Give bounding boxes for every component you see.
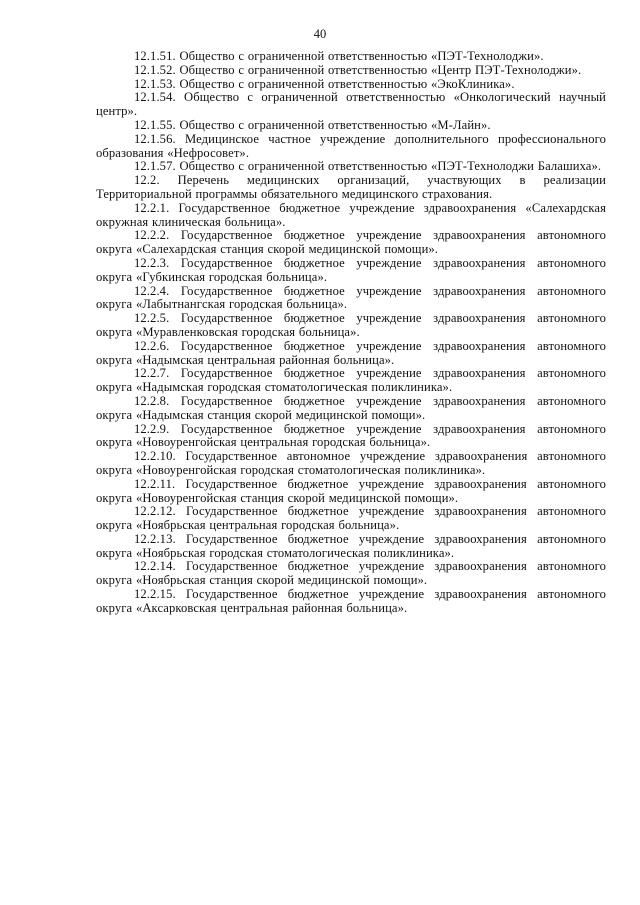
paragraph-12-2-7: 12.2.7. Государственное бюджетное учреждение здравоохранения автономного округа «Надымская городская стоматологическая поликлиника». xyxy=(96,366,606,395)
paragraph-12-1-53: 12.1.53. Общество с ограниченной ответственностью «ЭкоКлиника». xyxy=(134,76,515,91)
page-number: 40 xyxy=(313,27,327,41)
paragraph-12-1-52: 12.1.52. Общество с ограниченной ответственностью «Центр ПЭТ-Технолоджи». xyxy=(134,62,582,77)
paragraph-12-2-10: 12.2.10. Государственное автономное учреждение здравоохранения автономного округа «Новоуренгойская городская стоматологическая поликлиника». xyxy=(96,449,606,477)
paragraph-12-2-2: 12.2.2. Государственное бюджетное учреждение здравоохранения автономного округа «Салехардская станция скорой медицинской помощи». xyxy=(96,228,606,257)
paragraph-12-2: 12.2. Перечень медицинских организаций, участвующих в реализации Территориальной программы обязательного медицинского страхования. xyxy=(96,173,606,201)
paragraph-12-2-14: 12.2.14. Государственное бюджетное учреждение здравоохранения автономного округа «Ноябрьская станция скорой медицинской помощи». xyxy=(96,559,606,588)
paragraph-12-2-11: 12.2.11. Государственное бюджетное учреждение здравоохранения автономного округа «Новоуренгойская станция скорой медицинской помощи». xyxy=(96,476,606,505)
paragraph-12-2-3: 12.2.3. Государственное бюджетное учреждение здравоохранения автономного округа «Губкинская городская больница». xyxy=(96,255,606,284)
paragraph-12-1-51: 12.1.51. Общество с ограниченной ответственностью «ПЭТ-Технолоджи». xyxy=(134,49,544,63)
paragraph-12-2-8: 12.2.8. Государственное бюджетное учреждение здравоохранения автономного округа «Надымская станция скорой медицинской помощи». xyxy=(96,393,606,422)
paragraph-12-2-15: 12.2.15. Государственное бюджетное учреждение здравоохранения автономного округа «Аксарковская центральная районная больница». xyxy=(96,587,606,615)
paragraph-12-2-1: 12.2.1. Государственное бюджетное учреждение здравоохранения «Салехардская окружная клиническая больница». xyxy=(96,200,606,229)
paragraph-12-1-55: 12.1.55. Общество с ограниченной ответственностью «М-Лайн». xyxy=(134,117,491,132)
document-body xyxy=(96,50,606,616)
paragraph-12-2-4: 12.2.4. Государственное бюджетное учреждение здравоохранения автономного округа «Лабытнангская городская больница». xyxy=(96,283,606,312)
paragraph-12-2-12: 12.2.12. Государственное бюджетное учреждение здравоохранения автономного округа «Ноябрьская центральная городская больница». xyxy=(96,504,606,533)
paragraph-12-2-5: 12.2.5. Государственное бюджетное учреждение здравоохранения автономного округа «Муравленковская городская больница». xyxy=(96,311,606,339)
paragraph-12-1-56: 12.1.56. Медицинское частное учреждение дополнительного профессионального образования «Нефросовет». xyxy=(96,131,606,160)
paragraph-12-2-9: 12.2.9. Государственное бюджетное учреждение здравоохранения автономного округа «Новоуренгойская центральная городская больница». xyxy=(96,421,606,450)
paragraph-12-2-6: 12.2.6. Государственное бюджетное учреждение здравоохранения автономного округа «Надымская центральная районная больница». xyxy=(96,338,606,367)
paragraph-12-1-57: 12.1.57. Общество с ограниченной ответственностью «ПЭТ-Технолоджи Балашиха». xyxy=(134,159,602,174)
paragraph-12-2-13: 12.2.13. Государственное бюджетное учреждение здравоохранения автономного округа «Ноябрьская городская стоматологическая поликлиника». xyxy=(96,531,606,560)
paragraph-12-1-54: 12.1.54. Общество с ограниченной ответственностью «Онкологический научный центр». xyxy=(96,90,606,119)
